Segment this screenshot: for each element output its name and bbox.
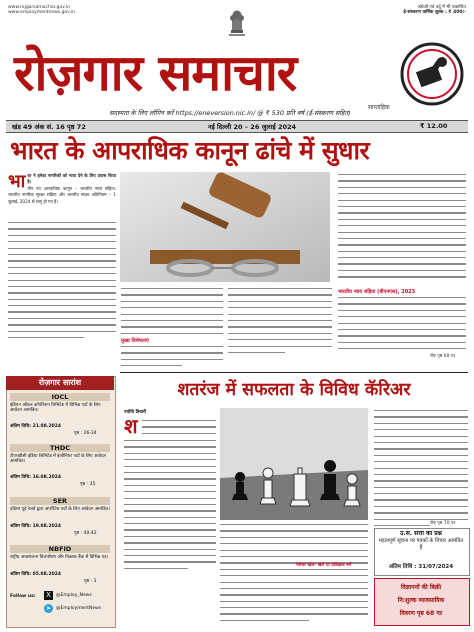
sidebar-item-ser-desc: दक्षिण पूर्व रेलवे द्वारा अपरेंटिस पदों के लिए आवेदन आमंत्रित।: [10, 507, 110, 512]
chess-col1-lines-b: [124, 440, 216, 574]
sidebar-item-thdc-date: अंतिम तिथि: 16.08.2024: [10, 475, 62, 480]
sidebar-item-thdc-desc: टीएचडीसी इंडिया लिमिटेड में इंजीनियर पदों के लिए आवेदन आमंत्रित।: [10, 454, 107, 465]
author-name: ज्योति तिवारी: [124, 410, 147, 415]
sidebar-title: रोज़गार सारांश: [6, 376, 114, 390]
gavel-handcuffs-image: [120, 172, 330, 282]
languages-note: अंग्रेजी एवं उर्दू में भी प्रकाशित: [417, 5, 466, 10]
issue-date: नई दिल्ली 20 – 26 जुलाई 2024: [208, 123, 297, 131]
continued-note-2: शेष पृष्ठ 70 पर: [430, 521, 456, 526]
subscription-tagline: सदस्यता के लिए लॉगिन करें https://eneversion.nic.in/ @ ₹ 530 प्रति वर्ष (ई-संस्करण सहित): [109, 109, 351, 117]
divider-line: [120, 372, 468, 373]
sidebar-item-ser-date: अंतिम तिथि: 19.08.2024: [10, 524, 62, 529]
notice-body: महत्वपूर्ण सूचना पर पत्रकों के विचार आमंत्रित हैं: [378, 538, 464, 551]
col2-caption: मुख्य विशेषताएं: [121, 338, 149, 344]
headline-chess-careers: शतरंज में सफलता के विविध कॅरिअर: [177, 380, 411, 400]
lead-dropcap: भा: [8, 171, 26, 192]
sidebar-item-thdc-page[interactable]: पृष्ठ : 35: [80, 482, 96, 487]
ads-line-1: विज्ञापनों की बिक्री: [400, 584, 442, 591]
continued-note-1: शेष पृष्ठ 69 पर: [430, 354, 456, 359]
ads-line-2: नि:शुल्क व्यावसायिक: [397, 597, 445, 604]
lead-column: [8, 173, 116, 205]
x-twitter-icon[interactable]: X: [44, 591, 53, 600]
annual-fee: ई-संस्करण वार्षिक शुल्क : ₹ 400/-: [403, 10, 466, 16]
headline-criminal-law: भारत के आपराधिक कानून ढांचे में सुधार: [10, 136, 370, 165]
employment-news-logo-icon: [400, 42, 464, 106]
sidebar-item-nbfid-title[interactable]: NBFID: [10, 545, 110, 553]
lead-body: तीन नए आपराधिक कानून – भारतीय न्याय संहिता, भारतीय नागरिक सुरक्षा संहिता और भारतीय साक्ष्य अधिनियम – 1 जुलाई, 2024 से लागू हो गए हैं।: [8, 185, 116, 204]
sidebar-item-iocl-page[interactable]: पृष्ठ : 26-34: [74, 431, 97, 436]
chess-dropcap: श: [124, 414, 138, 438]
lead-first-words: रत ने हमेशा नागरिकों को न्याय देने के लिए प्रयास किया है।: [27, 173, 116, 185]
volume-info: खंड 49 अंक सं. 16 पृष्ठ 72: [12, 123, 86, 131]
col4-text-lines-2: [338, 297, 466, 355]
sidebar-item-ser-title[interactable]: SER: [10, 497, 110, 505]
telegram-handle[interactable]: @EmploymentNews: [56, 606, 102, 611]
col2-text-lines: [121, 288, 223, 339]
sidebar-item-thdc-title[interactable]: THDC: [10, 444, 110, 452]
sidebar-item-iocl-title[interactable]: IOCL: [10, 393, 110, 401]
col4-subhead: भारतीय न्याय संहिता (बीएनएस), 2023: [338, 289, 416, 295]
national-emblem-icon: [225, 4, 249, 38]
col4-text-lines: [338, 174, 466, 283]
sidebar-item-iocl-desc: इंडियन ऑयल कॉर्पोरेशन लिमिटेड में विभिन्न पदों के लिए आवेदन आमंत्रित।: [10, 403, 101, 414]
masthead-title: रोज़गार समाचार: [14, 43, 297, 102]
col3-text-lines: [228, 288, 332, 358]
lead-text-lines: [8, 222, 116, 343]
issue-price: ₹ 12.00: [420, 122, 448, 130]
sidebar-item-iocl-date: अंतिम तिथि: 21.08.2024: [10, 424, 62, 429]
sidebar-item-nbfid-desc: राष्ट्रीय अवसंरचना वित्तपोषण और विकास बैंक में विभिन्न पद।: [10, 555, 109, 560]
masthead-weekly: साप्ताहिक: [368, 104, 390, 111]
chess-col1-lines-a: [142, 420, 216, 439]
sidebar-item-nbfid-date: अंतिम तिथि: 05.08.2024: [10, 572, 62, 577]
col2-text-lines-2: [121, 346, 223, 372]
follow-us-label: Follow us:: [10, 594, 36, 599]
sidebar-item-nbfid-page[interactable]: पृष्ठ : 3: [84, 579, 97, 584]
website-urls: [8, 5, 158, 15]
telegram-icon[interactable]: ➤: [45, 605, 52, 612]
chess-col3-caption: पेशेवर खेल: खेलें या प्रशिक्षक बनें: [296, 563, 352, 568]
website-url-1[interactable]: www.rojgarsamachar.gov.in: [8, 5, 70, 10]
twitter-handle[interactable]: @Employ_News: [56, 593, 92, 598]
notice-title: उ.स. सत्ता का प्रश्न: [400, 530, 442, 537]
chess-col2-lines: [220, 524, 368, 626]
notice-date: अंतिम तिथि : 31/07/2024: [388, 564, 454, 570]
sidebar-item-ser-page[interactable]: पृष्ठ : 40-42: [74, 531, 97, 536]
website-url-2[interactable]: www.employmentnews.gov.in: [8, 10, 76, 16]
chess-col4-lines: [374, 410, 468, 531]
edition-info: [330, 5, 466, 15]
chess-pieces-image: [220, 408, 368, 520]
ads-line-3: विवरण पृष्ठ 68 पर: [399, 610, 443, 617]
